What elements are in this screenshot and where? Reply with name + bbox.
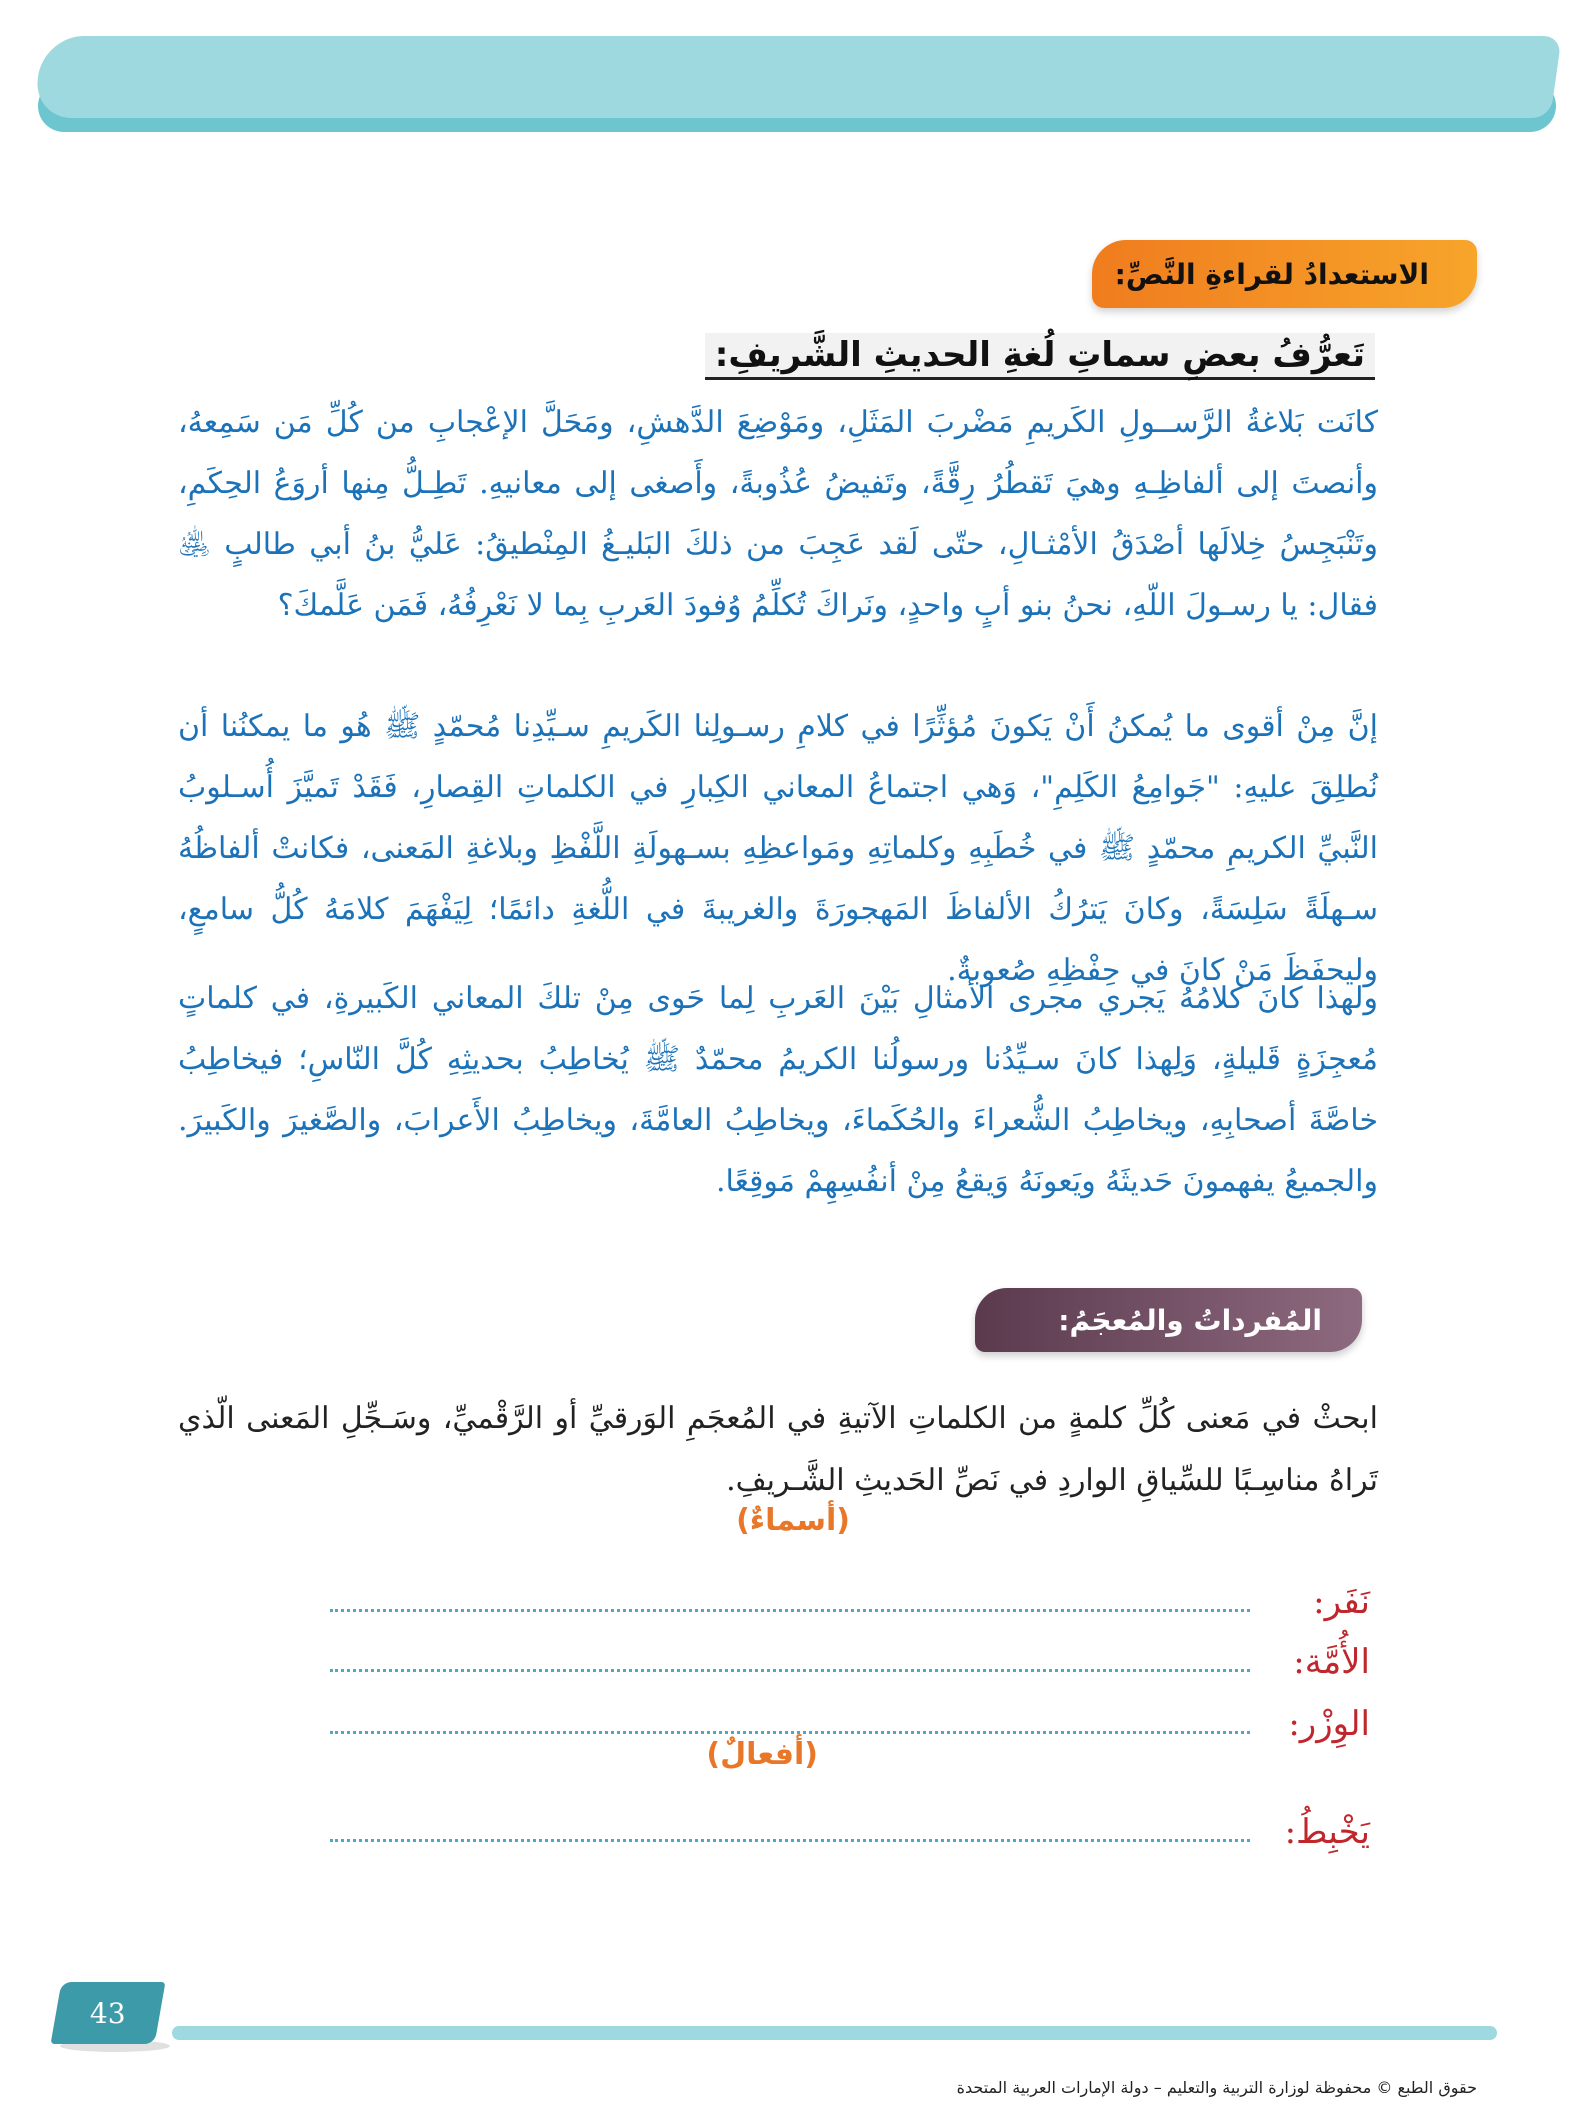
answer-line[interactable] — [330, 1609, 1250, 1612]
nouns-label: (أسماءٌ) — [736, 1503, 850, 1538]
vocabulary-title: المُفرداتُ والمُعجَمُ: — [1058, 1303, 1322, 1337]
section-title: الاستعدادُ لقراءةِ النَّصِّ: — [1114, 257, 1429, 291]
vocab-row — [330, 1632, 1370, 1682]
vocab-term: الأُمَّة: — [1293, 1642, 1370, 1682]
section-title-pill — [1092, 240, 1477, 308]
footer-line — [172, 2026, 1497, 2040]
vocab-term: يَخْبِطُ: — [1284, 1812, 1370, 1852]
vocab-row — [330, 1802, 1370, 1852]
vocab-term: الوِزْر: — [1288, 1704, 1370, 1744]
header-band — [32, 36, 1562, 118]
verbs-label: (أفعالٌ) — [706, 1737, 818, 1772]
section-subtitle: تَعرُّفُ بعضِ سماتِ لُغةِ الحديثِ الشَّريفِ: — [705, 333, 1375, 380]
page-number-badge — [51, 1982, 166, 2044]
copyright-notice: حقوق الطبع © محفوظة لوزارة التربية والتعليم – دولة الإمارات العربية المتحدة — [956, 2078, 1477, 2097]
answer-line[interactable] — [330, 1731, 1250, 1734]
page-number: 43 — [90, 1996, 126, 2030]
vocabulary-instruction: ابحثْ في مَعنى كُلِّ كلمةٍ من الكلماتِ الآتيةِ في المُعجَمِ الوَرقيِّ أو الرَّقْميِّ، وسَـجِّلِ المَعنى الّذي تَراهُ مناسِـبًا للسِّياقِ الواردِ في نَصِّ الحَديثِ الشَّـريفِ. — [178, 1401, 1378, 1498]
paragraph-1: كانَت بَلاغةُ الرَّســولِ الكَريمِ مَضْربَ المَثَلِ، ومَوْضِعَ الدَّهشِ، ومَحَلَّ الإعْجابِ من كُلِّ مَن سَمِعهُ، وأنصتَ إلى ألفاظِـهِ وهيَ تَقطُرُ رِقَّةً، وتَفيضُ عُذُوبةً، وأَصغى إلى معانيهِ. تَطِـلُّ مِنها أروَعُ الحِكَمِ، وتَنْبَجِسُ خِلالَها أصْدَقُ الأمْثـالِ، حتّى لَقد عَجِبَ من ذلكَ البَليـغُ المِنْطيقُ: عَليُّ بنُ أبي طالبٍ ﵁ فقال: يا رسـولَ اللّهِ، نحنُ بنو أبٍ واحدٍ، ونَراكَ تُكلِّمُ وُفودَ العَربِ بِما لا نَعْرِفُهُ، فَمَن عَلَّمكَ؟ — [178, 405, 1378, 623]
vocab-term: نَفَر: — [1313, 1582, 1370, 1622]
vocabulary-title-pill — [975, 1288, 1362, 1352]
paragraph-3: ولهذا كانَ كلامُهُ يَجري مجرى الأمثالِ بَيْنَ العَربِ لِما حَوى مِنْ تلكَ المعاني الكَبيرةِ، في كلماتٍ مُعجِزَةٍ قَليلةٍ، وَلِهذا كانَ سـيِّدُنا ورسولُنا الكريمُ محمّدٌ ﷺ يُخاطِبُ بحديثِهِ كُلَّ النّاسِ؛ فيخاطِبُ خاصَّةَ أصحابِهِ، ويخاطِبُ الشُّعراءَ والحُكَماءَ، ويخاطِبُ العامَّةَ، ويخاطِبُ الأَعرابَ، والصَّغيرَ والكَبيرَ. والجميعُ يفهمونَ حَديثَهُ ويَعونَهُ وَيقعُ مِنْ أنفُسِهِمْ مَوقِعًا. — [178, 981, 1378, 1199]
paragraph-2: إنَّ مِنْ أقوى ما يُمكنُ أَنْ يَكونَ مُؤثِّرًا في كلامِ رسـولِنا الكَريمِ سـيِّدِنا مُحمّدٍ ﷺ هُو ما يمكنُنا أن نُطلِقَ عليهِ: "جَوامِعُ الكَلِمِ"، وَهي اجتماعُ المعاني الكِبارِ في الكلماتِ القِصارِ، فَقَدْ تَميَّزَ أُسـلوبُ النَّبيِّ الكريمِ محمّدٍ ﷺ في خُطَبِهِ وكلماتِهِ ومَواعظِهِ بسـهولَةِ اللَّفْظِ وبلاغةِ المَعنى، فكانتْ ألفاظُهُ سـهلَةً سَلِسَةً، وكانَ يَترُكُ الألفاظَ المَهجورَةَ والغريبةَ في اللُّغةِ دائمًا؛ لِيَفْهَمَ كلامَهُ كُلُّ سامعٍ، وليحفَظَ مَنْ كانَ في حِفْظِهِ صُعوبةٌ. — [178, 709, 1378, 988]
answer-line[interactable] — [330, 1669, 1250, 1672]
vocab-row — [330, 1694, 1370, 1744]
answer-line[interactable] — [330, 1839, 1250, 1842]
vocab-row — [330, 1572, 1370, 1622]
